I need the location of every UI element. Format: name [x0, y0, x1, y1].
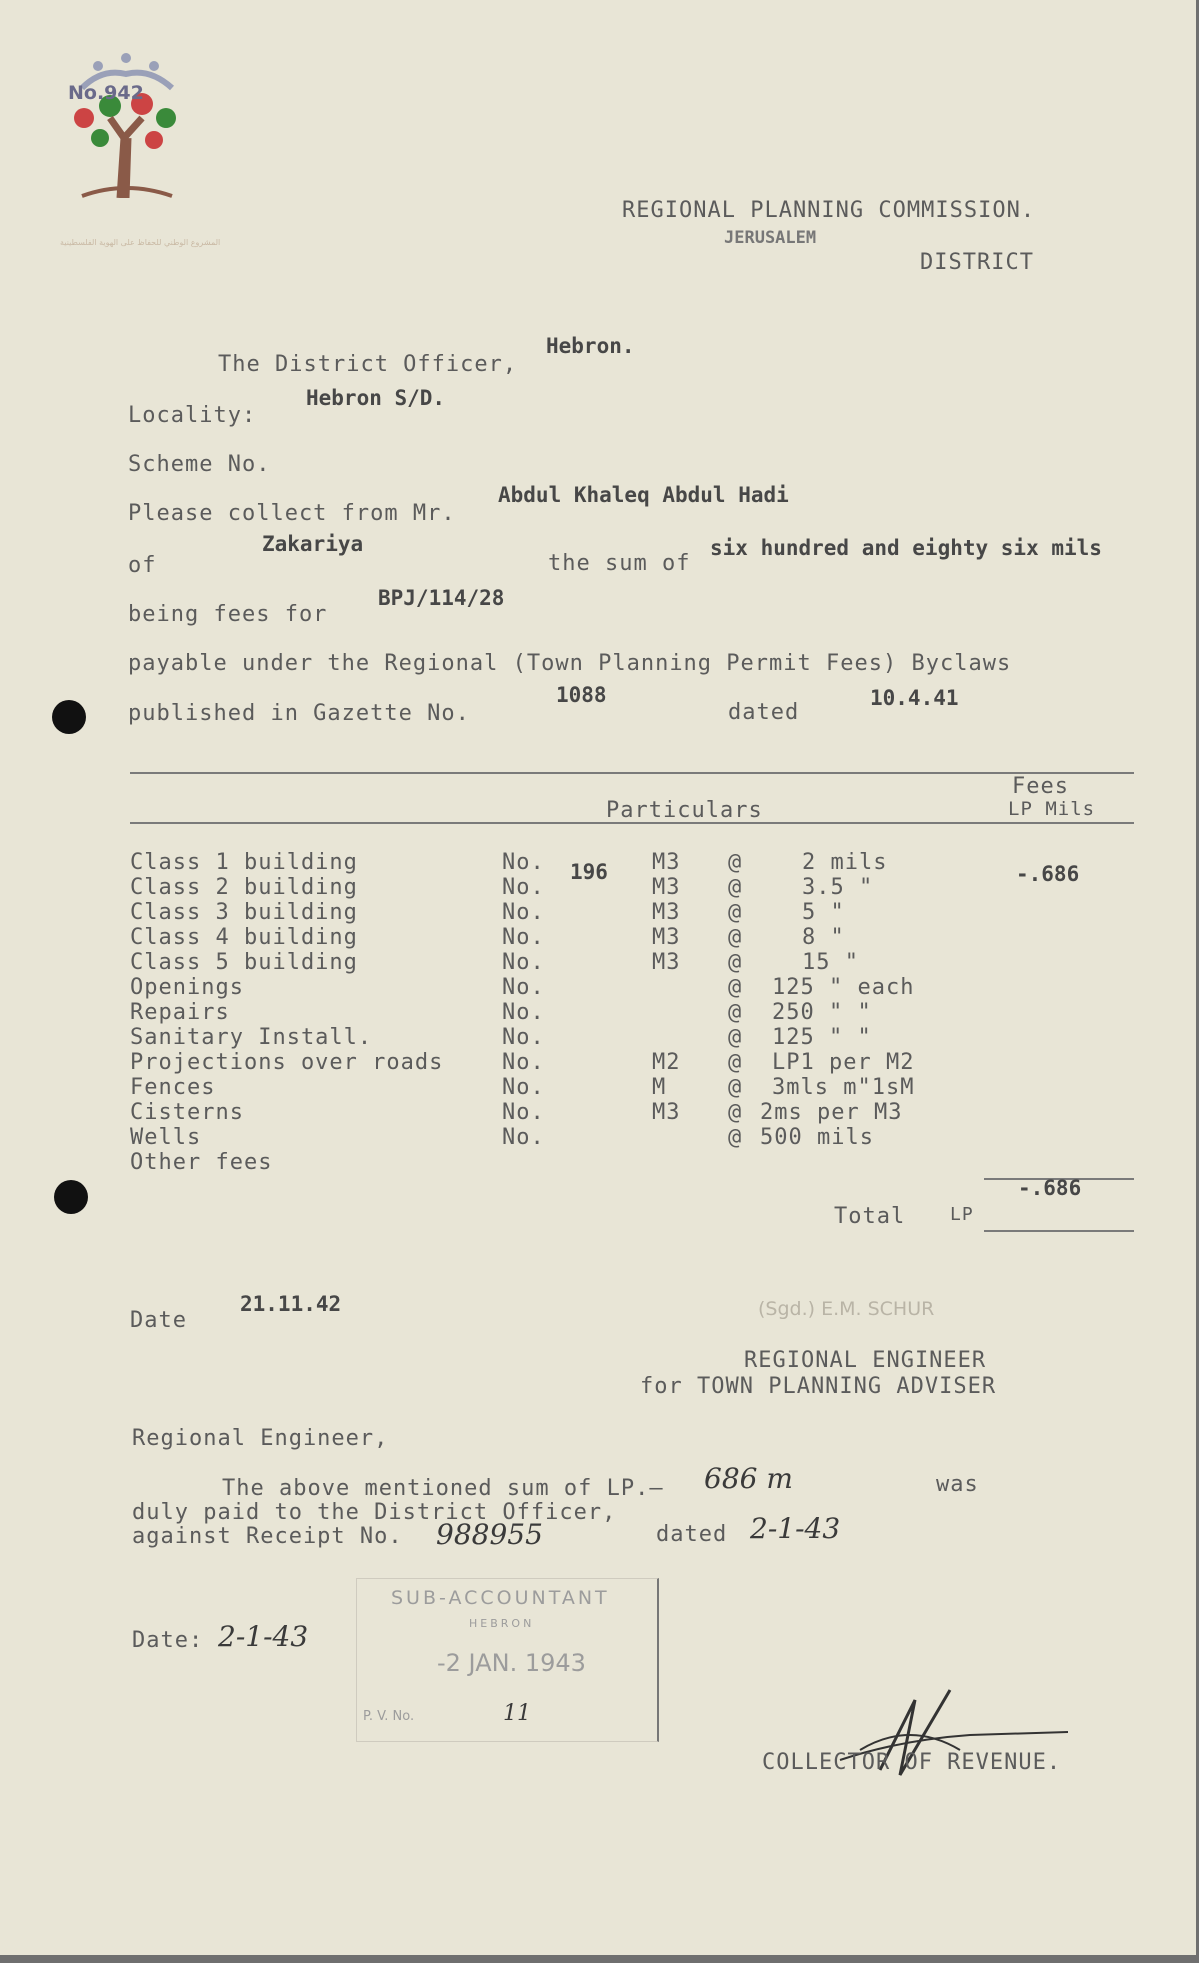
district-name-stamp: JERUSALEM — [724, 228, 817, 248]
fees-header: Fees — [1012, 774, 1069, 799]
receipt-line-1: The above mentioned sum of LP.— — [222, 1476, 664, 1501]
bylaws-text: payable under the Regional (Town Planning Permit Fees) Byclaws — [128, 651, 1012, 676]
row-item: Wells — [130, 1125, 202, 1150]
table-row — [0, 1025, 1196, 1050]
row-no: No. — [502, 1050, 545, 1075]
row-item: Sanitary Install. — [130, 1025, 373, 1050]
stamp-title: SUB-ACCOUNTANT — [391, 1587, 610, 1609]
district-label: DISTRICT — [920, 250, 1034, 275]
row-unit: M3 — [652, 875, 681, 900]
logo-number: No.942 — [68, 82, 144, 104]
sub-accountant-stamp — [356, 1578, 659, 1742]
row-rate: 3.5 " — [802, 875, 874, 900]
fee-table — [0, 850, 1196, 1180]
table-row — [0, 1125, 1196, 1150]
table-row — [0, 1100, 1196, 1125]
particulars-header: Particulars — [606, 798, 763, 823]
row-item: Class 4 building — [130, 925, 358, 950]
table-row — [0, 975, 1196, 1000]
row-no: No. — [502, 850, 545, 875]
row-rate: 2 mils — [802, 850, 888, 875]
table-row — [0, 1000, 1196, 1025]
row-rate: 2ms per M3 — [760, 1100, 903, 1125]
issue-date: 21.11.42 — [240, 1292, 342, 1316]
row-unit: M3 — [652, 1100, 681, 1125]
total-value: -.686 — [1018, 1176, 1082, 1200]
receipt-salutation: Regional Engineer, — [132, 1426, 389, 1451]
table-row — [0, 925, 1196, 950]
row-rate: 125 " " — [772, 1025, 872, 1050]
table-row — [0, 1150, 1196, 1175]
table-row — [0, 900, 1196, 925]
locality-value: Hebron S/D. — [306, 386, 446, 410]
row-item: Other fees — [130, 1150, 273, 1175]
gazette-dated-label: dated — [728, 700, 800, 725]
row-no: No. — [502, 1100, 545, 1125]
row-item: Class 2 building — [130, 875, 358, 900]
date-label: Date — [130, 1308, 187, 1333]
row-rate: 125 " each — [772, 975, 915, 1000]
logo-caption: المشروع الوطني للحفاظ على الهوية الفلسطينية — [60, 238, 221, 247]
receipt-was: was — [936, 1472, 979, 1497]
row-no: No. — [502, 1125, 545, 1150]
tree-icon — [62, 48, 192, 198]
row-no: No. — [502, 1025, 545, 1050]
row-rate: 8 " — [802, 925, 845, 950]
row-item: Cisterns — [130, 1100, 244, 1125]
of-label: of — [128, 553, 157, 578]
receipt-amount: 686 m — [704, 1462, 793, 1495]
stamp-date: -2 JAN. 1943 — [437, 1649, 586, 1677]
row-rate: 500 mils — [760, 1125, 874, 1150]
row-no: No. — [502, 975, 545, 1000]
row-at: @ — [728, 975, 743, 1000]
table-header-rule — [130, 822, 1134, 824]
row-item: Class 3 building — [130, 900, 358, 925]
row-rate: LP1 per M2 — [772, 1050, 915, 1075]
stamp-pv-value: 11 — [503, 1701, 531, 1726]
row-unit: M3 — [652, 925, 681, 950]
stamp-pv-label: P. V. No. — [363, 1709, 415, 1724]
engineer-subtitle: for TOWN PLANNING ADVISER — [640, 1374, 997, 1399]
row-at: @ — [728, 850, 743, 875]
gazette-number: 1088 — [556, 683, 607, 707]
punch-hole-bottom — [54, 1180, 88, 1214]
receipt-date-label: Date: — [132, 1628, 204, 1653]
receipt-date-value: 2-1-43 — [218, 1620, 309, 1653]
table-top-rule — [130, 772, 1134, 774]
archive-logo — [60, 48, 221, 268]
row-at: @ — [728, 900, 743, 925]
scheme-label: Scheme No. — [128, 452, 271, 477]
addressee-place: Hebron. — [546, 334, 635, 358]
receipt-line-2: duly paid to the District Officer, — [132, 1500, 617, 1525]
receipt-line-3: against Receipt No. — [132, 1524, 403, 1549]
permit-reference: BPJ/114/28 — [378, 586, 505, 610]
row-at: @ — [728, 925, 743, 950]
row-rate: 15 " — [802, 950, 859, 975]
row-item: Fences — [130, 1075, 216, 1100]
stamp-place: HEBRON — [469, 1617, 535, 1630]
collector-label: COLLECTOR OF REVENUE. — [762, 1750, 1062, 1775]
row-item: Openings — [130, 975, 244, 1000]
total-currency: LP — [950, 1204, 974, 1225]
row-rate: 250 " " — [772, 1000, 872, 1025]
row-at: @ — [728, 875, 743, 900]
row-unit: M3 — [652, 950, 681, 975]
gazette-date: 10.4.41 — [870, 686, 959, 710]
punch-hole-top — [52, 700, 86, 734]
row-at: @ — [728, 1050, 743, 1075]
addressee-label: The District Officer, — [218, 352, 518, 377]
fees-for-label: being fees for — [128, 602, 328, 627]
total-bottom-rule — [984, 1230, 1134, 1232]
table-row — [0, 1075, 1196, 1100]
receipt-dated-label: dated — [656, 1522, 728, 1547]
collect-label: Please collect from Mr. — [128, 501, 456, 526]
table-row — [0, 850, 1196, 886]
row-fee: -.686 — [1016, 862, 1080, 886]
row-item: Class 5 building — [130, 950, 358, 975]
payer-name: Abdul Khaleq Abdul Hadi — [498, 483, 789, 507]
row-qty: 196 — [570, 860, 608, 884]
table-row — [0, 875, 1196, 900]
row-item: Projections over roads — [130, 1050, 444, 1075]
row-rate: 5 " — [802, 900, 845, 925]
row-unit: M2 — [652, 1050, 681, 1075]
row-no: No. — [502, 900, 545, 925]
table-row — [0, 1050, 1196, 1075]
fees-subheader: LP Mils — [1008, 798, 1096, 820]
row-at: @ — [728, 1125, 743, 1150]
row-at: @ — [728, 1000, 743, 1025]
row-at: @ — [728, 1025, 743, 1050]
row-unit: M — [652, 1075, 667, 1100]
row-rate: 3mls m"1sM — [772, 1075, 915, 1100]
row-at: @ — [728, 1100, 743, 1125]
commission-title: REGIONAL PLANNING COMMISSION. — [622, 198, 1036, 223]
signature-stamp: (Sgd.) E.M. SCHUR — [758, 1298, 935, 1320]
row-unit: M3 — [652, 850, 681, 875]
row-no: No. — [502, 1075, 545, 1100]
gazette-label: published in Gazette No. — [128, 701, 470, 726]
row-at: @ — [728, 1075, 743, 1100]
row-no: No. — [502, 950, 545, 975]
row-item: Repairs — [130, 1000, 230, 1025]
row-no: No. — [502, 875, 545, 900]
row-item: Class 1 building — [130, 850, 358, 875]
row-no: No. — [502, 925, 545, 950]
receipt-dated-value: 2-1-43 — [750, 1512, 841, 1545]
row-unit: M3 — [652, 900, 681, 925]
row-no: No. — [502, 1000, 545, 1025]
receipt-number: 988955 — [436, 1518, 543, 1551]
total-label: Total — [834, 1204, 906, 1229]
table-row — [0, 950, 1196, 975]
payer-village: Zakariya — [262, 532, 364, 556]
locality-label: Locality: — [128, 403, 257, 428]
sum-label: the sum of — [548, 551, 691, 576]
sum-in-words: six hundred and eighty six mils — [710, 536, 1102, 560]
row-at: @ — [728, 950, 743, 975]
engineer-title: REGIONAL ENGINEER — [744, 1348, 987, 1373]
